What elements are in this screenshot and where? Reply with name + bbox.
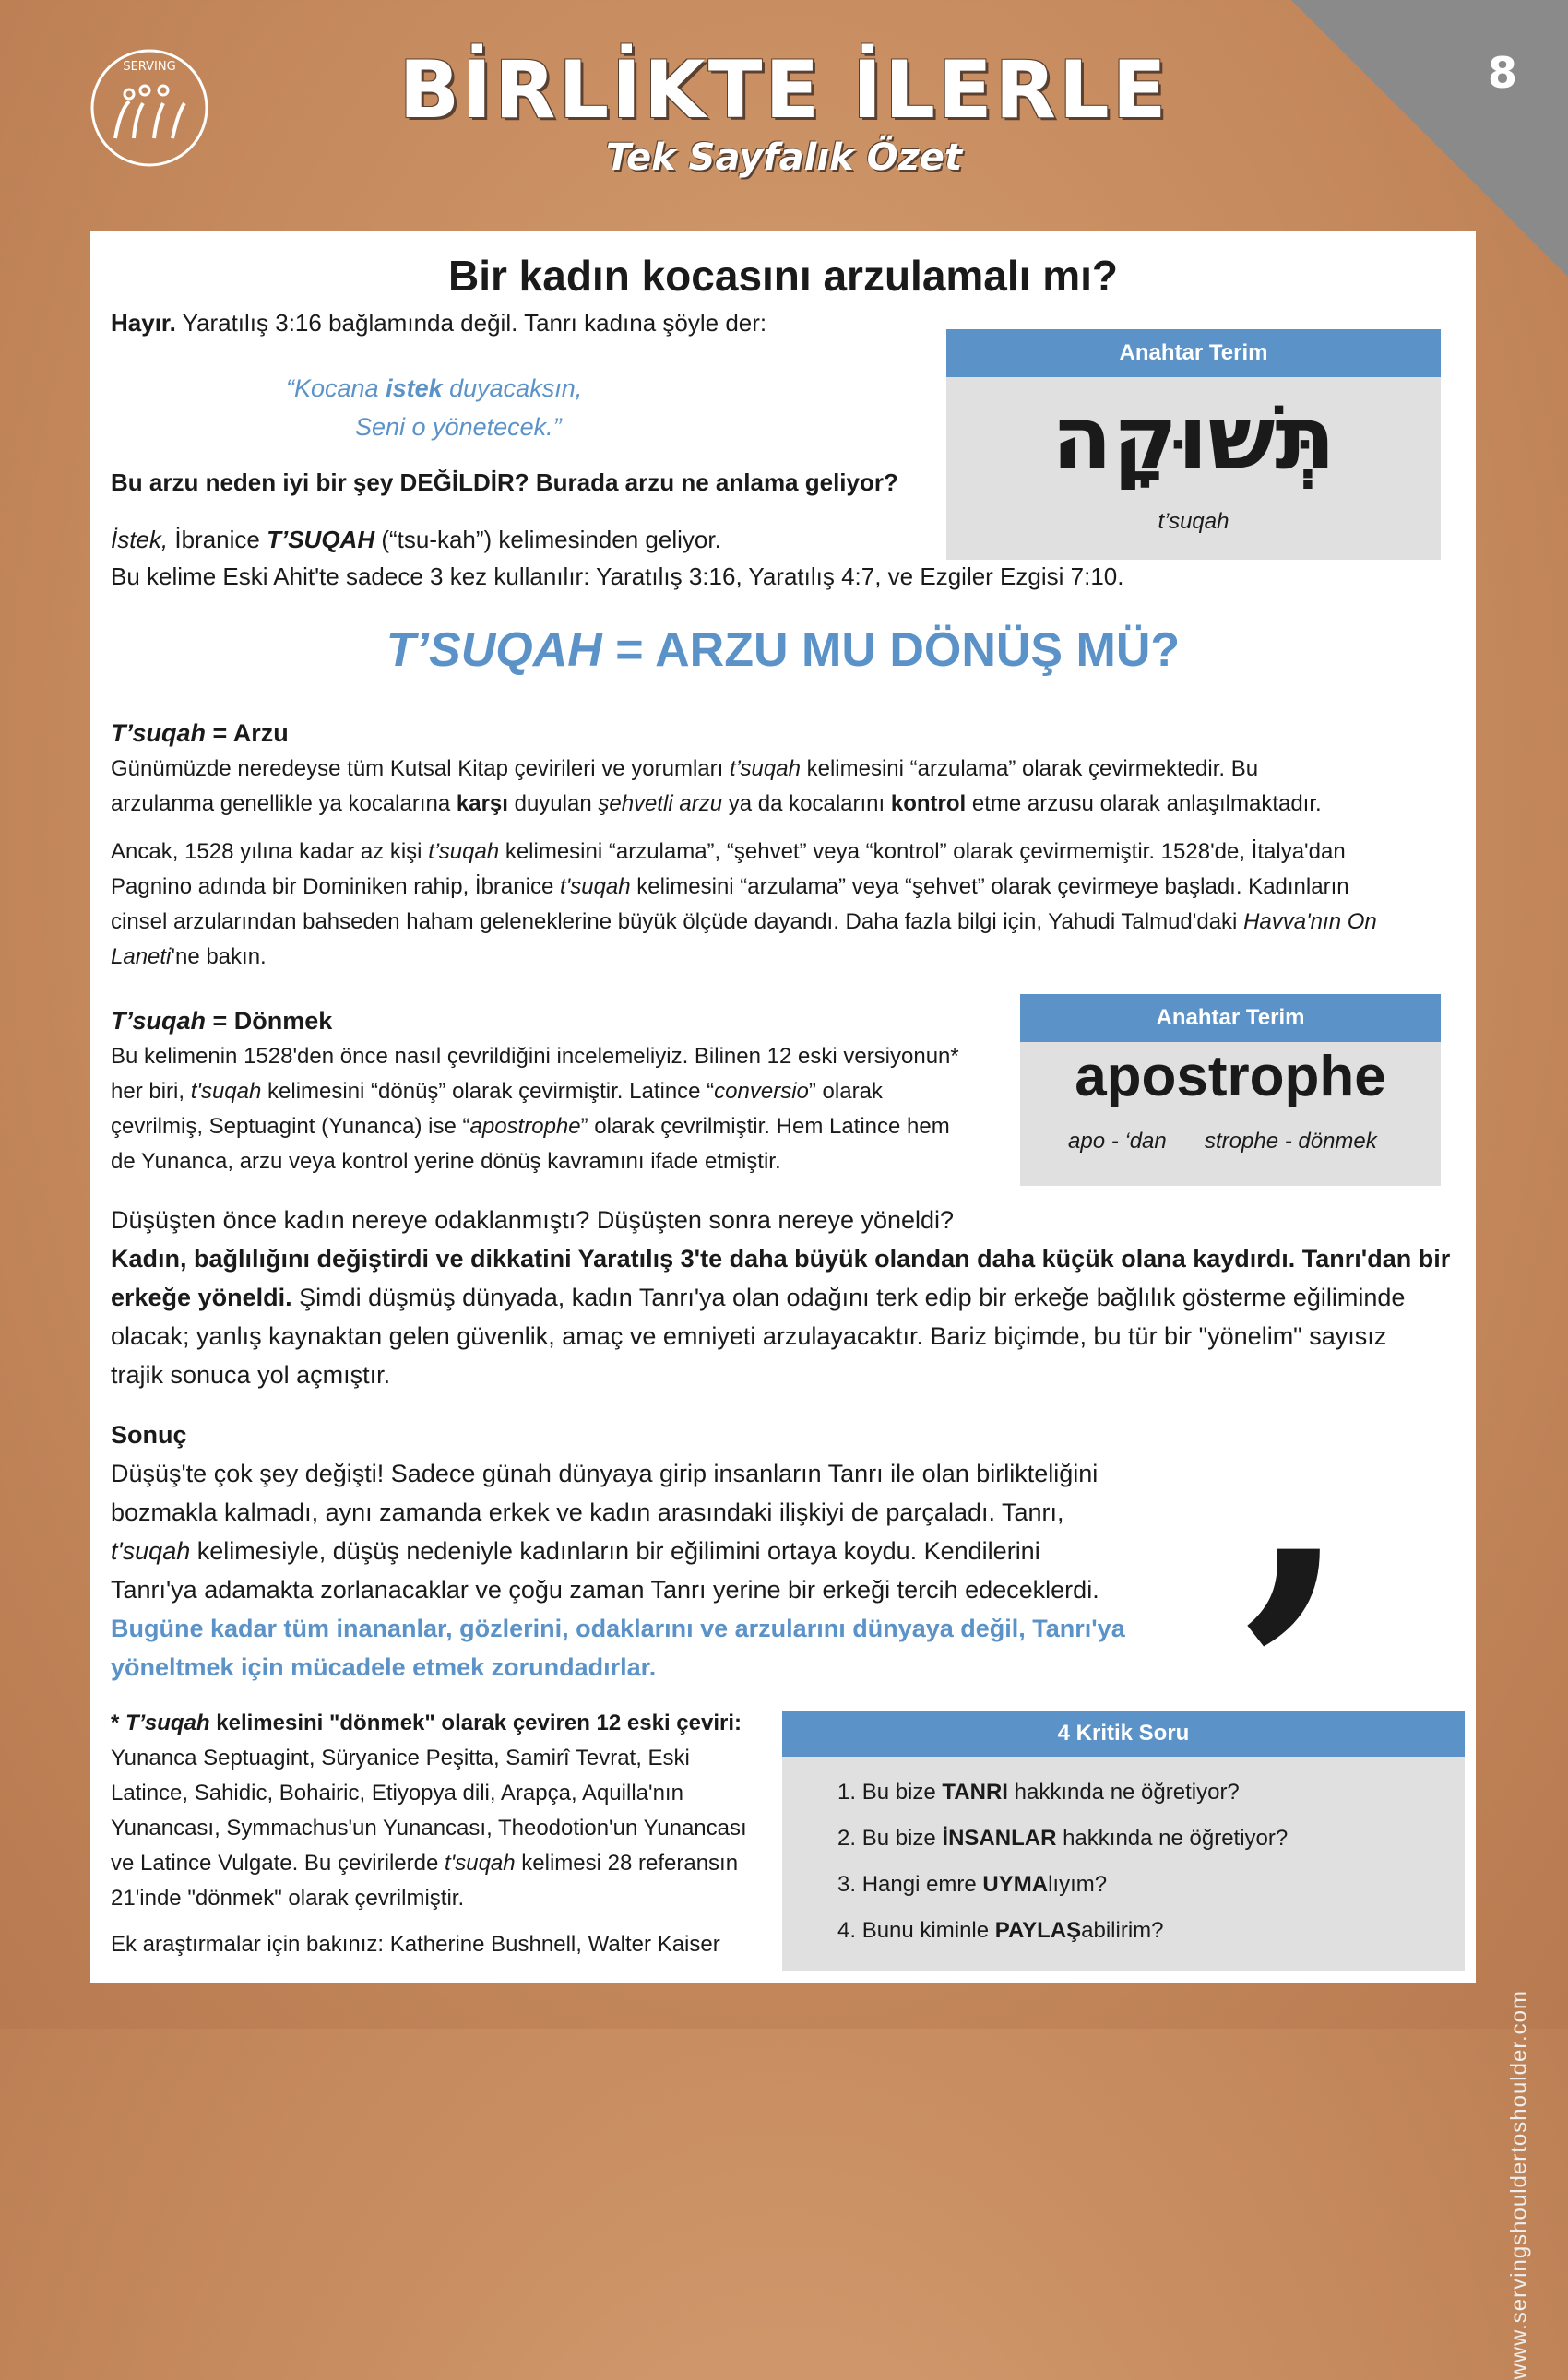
origin-text: İstek, İbranice T’SUQAH (“tsu-kah”) kelimesinden geliyor. Bu kelime Eski Ahit'te sadece 3 kez kullanılır: Yaratılış 3:16, Yaratılış 4:7, ve Ezgiler Ezgisi 7:10.	[111, 526, 1124, 590]
question-item: 2. Bu bize İNSANLAR hakkında ne öğretiyor?	[837, 1826, 1289, 1851]
page-subtitle: Tek Sayfalık Özet	[605, 136, 963, 179]
svg-text:SERVING: SERVING	[123, 60, 176, 74]
main-title: Bir kadın kocasını arzulamalı mı?	[447, 252, 1119, 300]
intro: Hayır. Yaratılış 3:16 bağlamında değil. Tanrı kadına şöyle der:	[111, 309, 767, 337]
critical-questions-box: 4 Kritik Soru 1. Bu bize TANRI hakkında ne öğretiyor? 2. Bu bize İNSANLAR hakkında ne öğretiyor? 3. Hangi emre UYMAlıyım? 4. Bunu kiminle PAYLAŞabilirim?	[782, 1711, 1465, 1971]
scripture-quote: “Kocana istek duyacaksın, Seni o yönetecek.”	[286, 374, 583, 441]
conclusion: Sonuç Düşüş'te çok şey değişti! Sadece günah dünyaya girip insanların Tanrı ile olan birlikteliğini bozmakla kalmadı, aynı zamanda erkek ve kadın arasındaki ilişkiyi de parçaladı. Tanrı, t'suqah kelimesiyle, düşüş nedeniyle kadınların bir eğilimini ortaya koydu. Kendilerini Tanrı'ya adamakta zorlanacaklar ve çoğu zaman Tanrı yerine bir erkeği tercih edeceklerdi. Bugüne kadar tüm inananlar, gözlerini, odaklarını ve arzularını dünyaya değil, Tanrı'ya yöneltmek için mücadele etmek zorundadırlar.	[111, 1421, 1125, 1681]
donmek-section: T’suqah = Dönmek Bu kelimenin 1528'den önce nasıl çevrildiğini incelemeliyiz. Bilinen 12 eski versiyonun* her biri, t'suqah kelimesini “dönüş” olarak çevirmiştir. Latince “conversio” olarak çevrilmiş, Septuagint (Yunanca) ise “apostrophe” olarak çevrilmiştir. Hem Latince hem de Yunanca, arzu veya kontrol yerine dönüş kavramını ifade etmiştir.	[111, 1007, 959, 1174]
page-number: 8	[1487, 48, 1517, 98]
hebrew-word: תְּשׁוּקָה	[1051, 386, 1336, 490]
comma-symbol: ,	[1243, 1310, 1349, 1668]
greek-word: apostrophe	[1075, 1045, 1386, 1108]
content-sheet	[90, 231, 1476, 1983]
question-item: 4. Bunu kiminle PAYLAŞabilirim?	[837, 1918, 1164, 1943]
question-1: Bu arzu neden iyi bir şey DEĞİLDİR? Burada arzu ne anlama geliyor?	[111, 468, 898, 496]
arzu-section: T’suqah = Arzu Günümüzde neredeyse tüm Kutsal Kitap çevirileri ve yorumları t’suqah kelimesini “arzulama” olarak çevirmektedir. Bu arzulanma genellikle ya kocalarına karşı duyulan şehvetli arzu ya da kocalarını kontrol etme arzusu olarak anlaşılmaktadır. Ancak, 1528 yılına kadar az kişi t’suqah kelimesini “arzulama”, “şehvet” veya “kontrol” olarak çevirmemiştir. 1528'de, İtalya'dan Pagnino adında bir Dominiken rahip, İbranice t'suqah kelimesini “arzulama” veya “şehvet” olarak çevirmeye başladı. Kadınların cinsel arzularından bahseden haham geleneklerine büyük ölçüde dayandı. Daha fazla bilgi için, Yahudi Talmud'daki Havva'nın On Laneti'ne bakın.	[111, 719, 1377, 969]
question-item: 1. Bu bize TANRI hakkında ne öğretiyor?	[837, 1780, 1240, 1805]
page-title: BİRLİKTE İLERLE	[398, 44, 1170, 136]
footnote: * T’suqah kelimesini "dönmek" olarak çeviren 12 eski çeviri: Yunanca Septuagint, Süryanice Peşitta, Samirî Tevrat, Eski Latince, Sahidic, Bohairic, Etiyopya dili, Arapça, Aquilla'nın Yunancası, Symmachus'un Yunancası, Theodotion'un Yunancası ve Latince Vulgate. Bu çevirilerde t'suqah kelimesi 28 referansın 21'inde "dönmek" olarak çevrilmiştir. Ek araştırmalar için bakınız: Katherine Bushnell, Walter Kaiser	[111, 1711, 747, 1957]
transliteration: t’suqah	[1158, 509, 1229, 534]
key-term-box-apostrophe: Anahtar Terim apostrophe apo - ‘dan strophe - dönmek	[1020, 994, 1441, 1186]
website-url[interactable]: www.servingshouldertoshoulder.com	[1507, 1990, 1532, 2380]
focus-paragraph: Düşüşten önce kadın nereye odaklanmıştı? Düşüşten sonra nereye yöneldi? Kadın, bağlılığını değiştirdi ve dikkatini Yaratılış 3'te daha büyük olandan daha küçük olana kaydırdı. Tanrı'dan bir erkeğe yöneldi. Şimdi düşmüş dünyada, kadın Tanrı'ya olan odağını terk edip bir erkeğe bağlılık gösterme eğiliminde olacak; yanlış kaynaktan gelen güvenlik, amaç ve emniyeti arzulayacaktır. Bariz biçimde, bu tür bir "yönelim" sayısız trajik sonuca yol açmıştır.	[111, 1206, 1451, 1389]
question-item: 3. Hangi emre UYMAlıyım?	[837, 1872, 1108, 1897]
key-term-box-hebrew: Anahtar Terim תְּשׁוּקָה t’suqah	[946, 329, 1441, 560]
section-title: T’SUQAH = ARZU MU DÖNÜŞ MÜ?	[386, 623, 1181, 677]
